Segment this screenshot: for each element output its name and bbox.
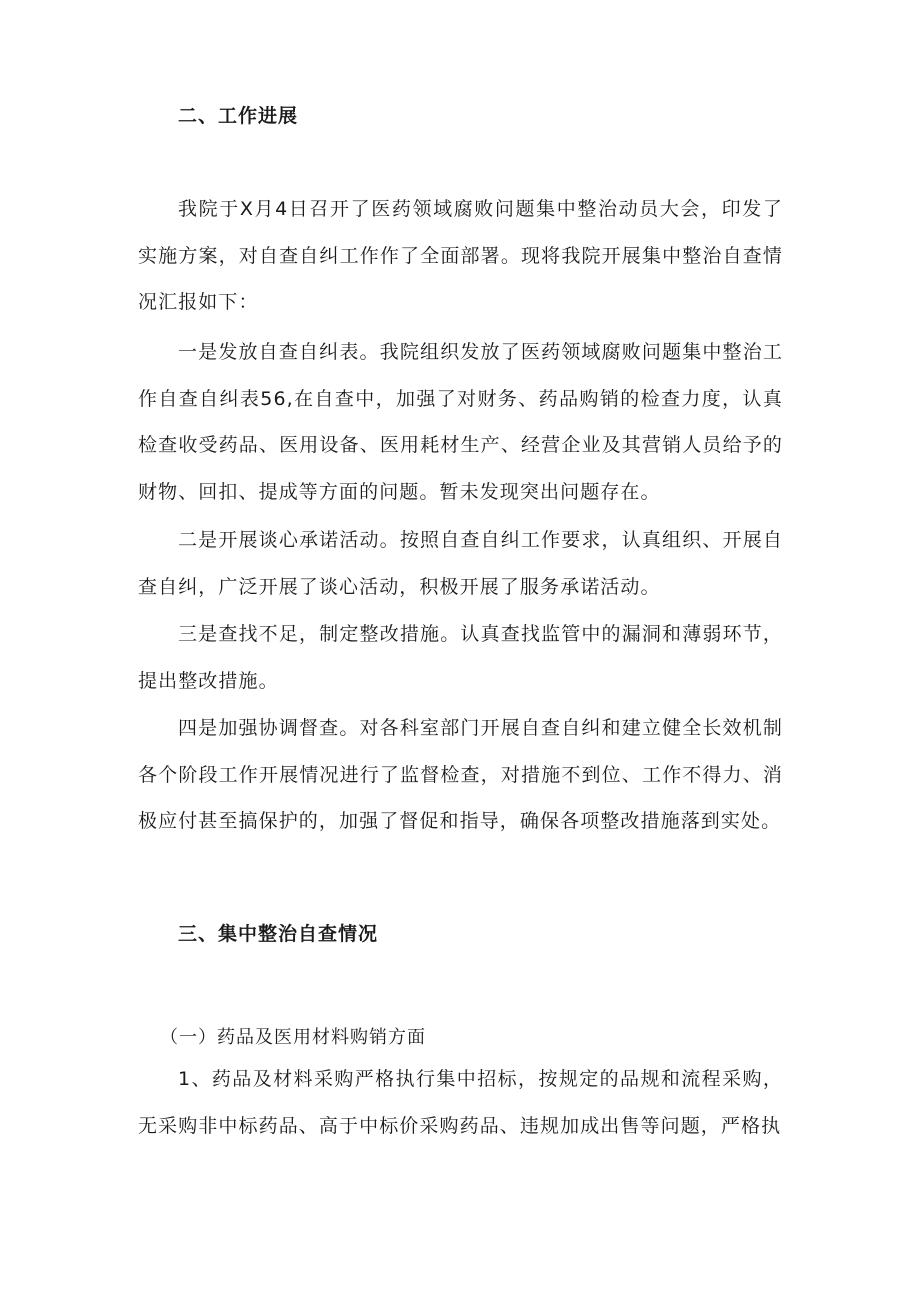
section-heading-work-progress: 二、工作进展 (178, 105, 299, 127)
subsection-heading-drug-procurement: （一）药品及医用材料购销方面 (160, 1027, 426, 1048)
paragraph-item-one: 一是发放自查自纠表。我院组织发放了医药领域腐败问题集中整治工作自查自纠表56,在自查中，加强了对财务、药品购销的检查力度，认真检查收受药品、医用设备、医用耗材生产、经营企业及其营销人员给予的财物、回扣、提成等方面的问题。暂未发现突出问题存在。 (138, 341, 783, 503)
paragraph-procurement-1: 1、药品及材料采购严格执行集中招标，按规定的品规和流程采购，无采购非中标药品、高于中标价采购药品、违规加成出售等问题，严格执 (138, 1068, 783, 1137)
paragraph-overview: 我院于X月4日召开了医药领域腐败问题集中整治动员大会，印发了实施方案，对自查自纠工作作了全面部署。现将我院开展集中整治自查情况汇报如下： (138, 198, 783, 313)
paragraph-item-three: 三是查找不足，制定整改措施。认真查找监管中的漏洞和薄弱环节，提出整改措施。 (138, 623, 783, 692)
paragraph-item-two: 二是开展谈心承诺活动。按照自查自纠工作要求，认真组织、开展自查自纠，广泛开展了谈心活动，积极开展了服务承诺活动。 (138, 529, 783, 598)
paragraph-item-four: 四是加强协调督查。对各科室部门开展自查自纠和建立健全长效机制各个阶段工作开展情况进行了监督检查，对措施不到位、工作不得力、消极应付甚至搞保护的，加强了督促和指导，确保各项整改措施落到实处。 (138, 717, 783, 832)
section-heading-self-inspection: 三、集中整治自查情况 (178, 923, 379, 945)
